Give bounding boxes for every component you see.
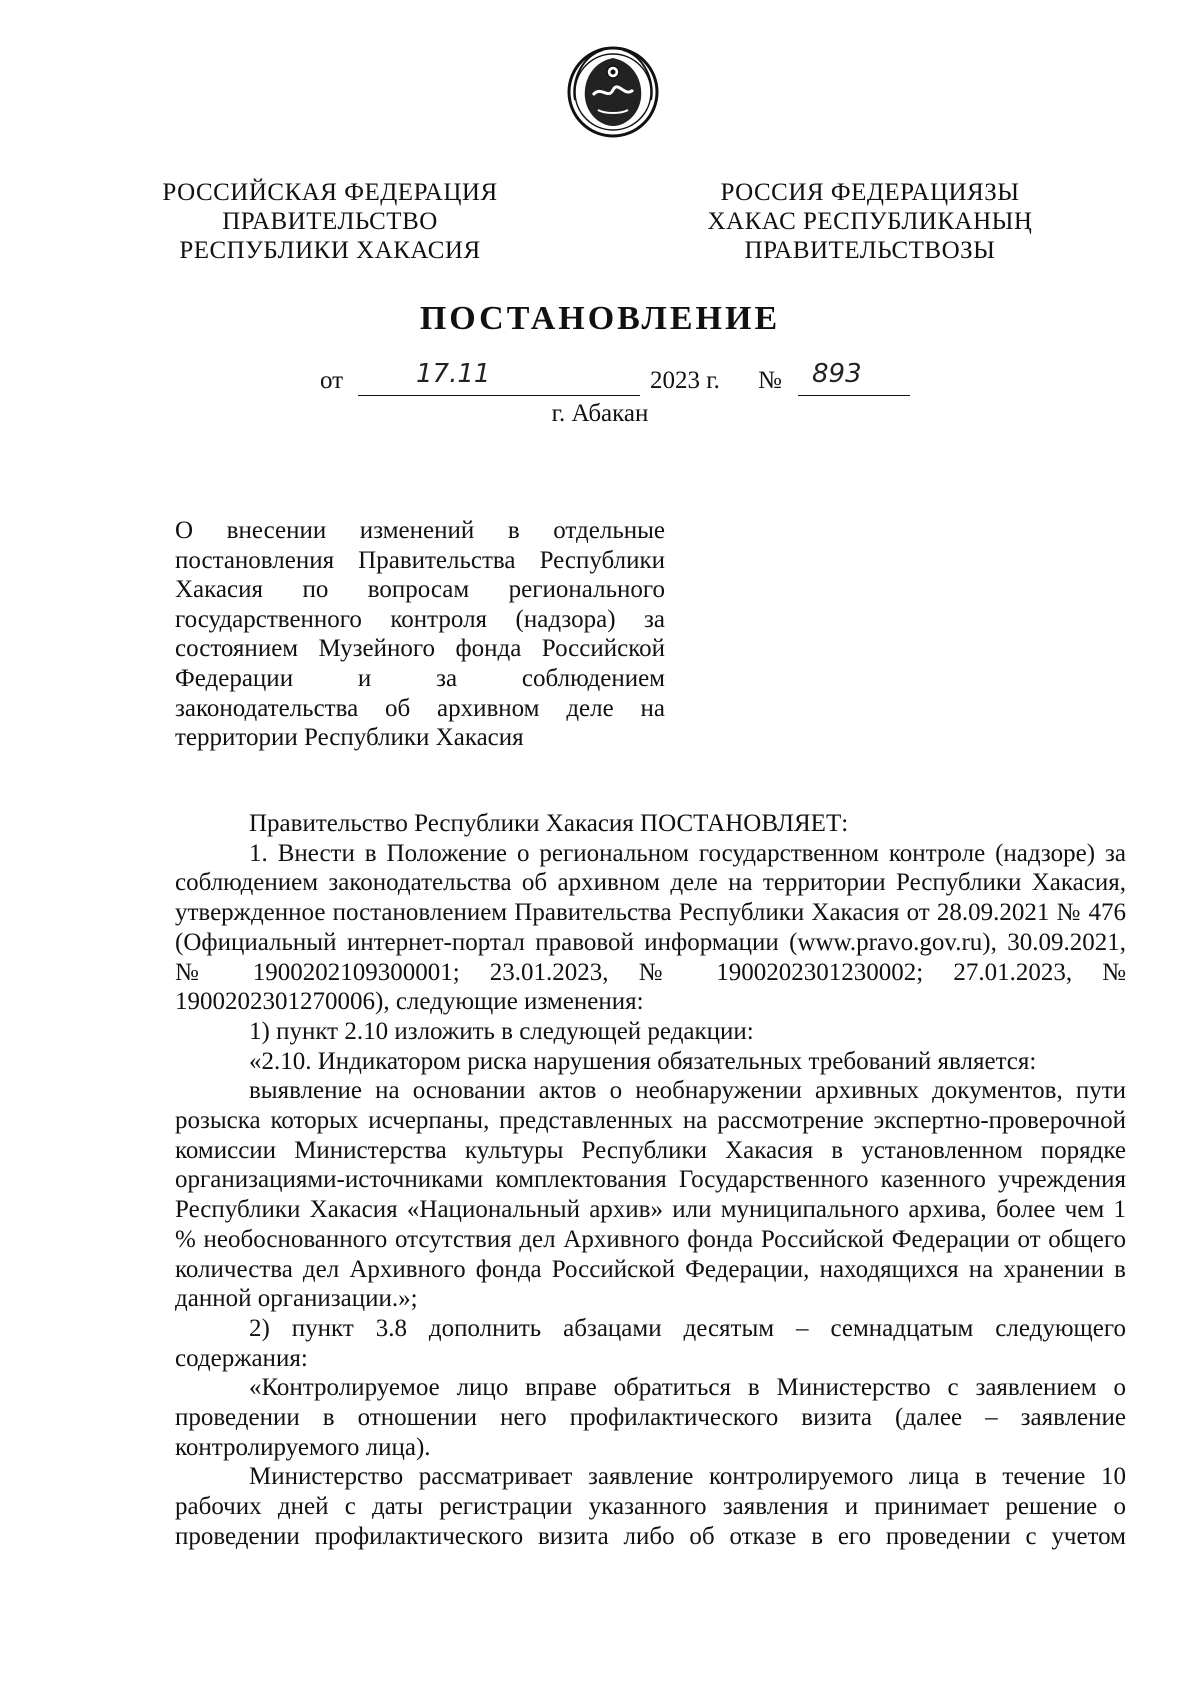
coat-of-arms-emblem: [563, 40, 663, 140]
date-underline: [358, 395, 640, 396]
handwritten-number: 893: [812, 359, 862, 389]
paragraph-quote-controlled-person: «Контролируемое лицо вправе обратиться в Министерство с заявлением о проведении в отношении него профилактического визита (далее – заявление контролируемого лица).: [175, 1374, 1126, 1461]
date-prefix: от: [320, 367, 344, 394]
number-sign: №: [758, 367, 782, 394]
header-left-line-3: РЕСПУБЛИКИ ХАКАСИЯ: [179, 237, 481, 264]
header-right-line-3: ПРАВИТЕЛЬСТВОЗЫ: [744, 237, 996, 264]
document-subject: О внесении изменений в отдельные постановления Правительства Республики Хакасия по вопросам регионального государственного контроля (надзора) за состоянием Музейного фонда Российской Федерации и за соблюдением законодательства об архивном деле на территории Республики Хакасия: [175, 517, 665, 752]
document-body: [175, 809, 1126, 1552]
paragraph-risk-indicator: выявление на основании актов о необнаружении архивных документов, пути розыска которых исчерпаны, представленных на рассмотрение экспертно-проверочной комиссии Министерства культуры Республики Хакасия в установленном порядке организациями-источниками комплектования Государственного казенного учреждения Республики Хакасия «Национальный архив» или муниципального архива, более чем 1 % необоснованного отсутствия дел Архивного фонда Российской Федерации от общего количества дел Архивного фонда Российской Федерации, находящихся на хранении в данной организации.»;: [175, 1077, 1126, 1313]
number-underline: [798, 395, 910, 396]
header-right-line-1: РОССИЯ ФЕДЕРАЦИЯЗЫ: [720, 179, 1020, 206]
document-title: ПОСТАНОВЛЕНИЕ: [419, 300, 781, 337]
paragraph-ministry-review: Министерство рассматривает заявление контролируемого лица в течение 10 рабочих дней с даты регистрации указанного заявления и принимает решение о проведении профилактического визита либо об отказе в его проведении с учетом: [175, 1463, 1126, 1550]
header-left-line-1: РОССИЙСКАЯ ФЕДЕРАЦИЯ: [162, 179, 498, 206]
paragraph-preamble: Правительство Республики Хакасия ПОСТАНОВЛЯЕТ:: [249, 810, 849, 837]
date-number-line: [320, 359, 910, 403]
paragraph-item-1: 1. Внести в Положение о региональном государственном контроле (надзоре) за соблюдением законодательства об архивном деле на территории Республики Хакасия, утвержденное постановлением Правительства Республики Хакасия от 28.09.2021 № 476 (Официальный интернет-портал правовой информации (www.pravo.gov.ru), 30.09.2021, № 1900202109300001; 23.01.2023, № 1900202301230002; 27.01.2023, № 1900202301270006), следующие изменения:: [175, 839, 1126, 1016]
header-right-line-2: ХАКАС РЕСПУБЛИКАНЫҢ: [707, 208, 1033, 235]
paragraph-subitem-2: 2) пункт 3.8 дополнить абзацами десятым – семнадцатым следующего содержания:: [175, 1314, 1126, 1372]
header-left: [140, 178, 520, 265]
header-left-line-2: ПРАВИТЕЛЬСТВО: [222, 208, 438, 235]
city-label: г. Абакан: [551, 400, 649, 427]
year-label: 2023 г.: [650, 367, 720, 394]
handwritten-date: 17.11: [416, 359, 491, 389]
paragraph-subitem-1: 1) пункт 2.10 изложить в следующей редакции:: [249, 1017, 754, 1045]
paragraph-quote-2-10: «2.10. Индикатором риска нарушения обязательных требований является:: [249, 1047, 1037, 1075]
header-right: [680, 178, 1060, 265]
